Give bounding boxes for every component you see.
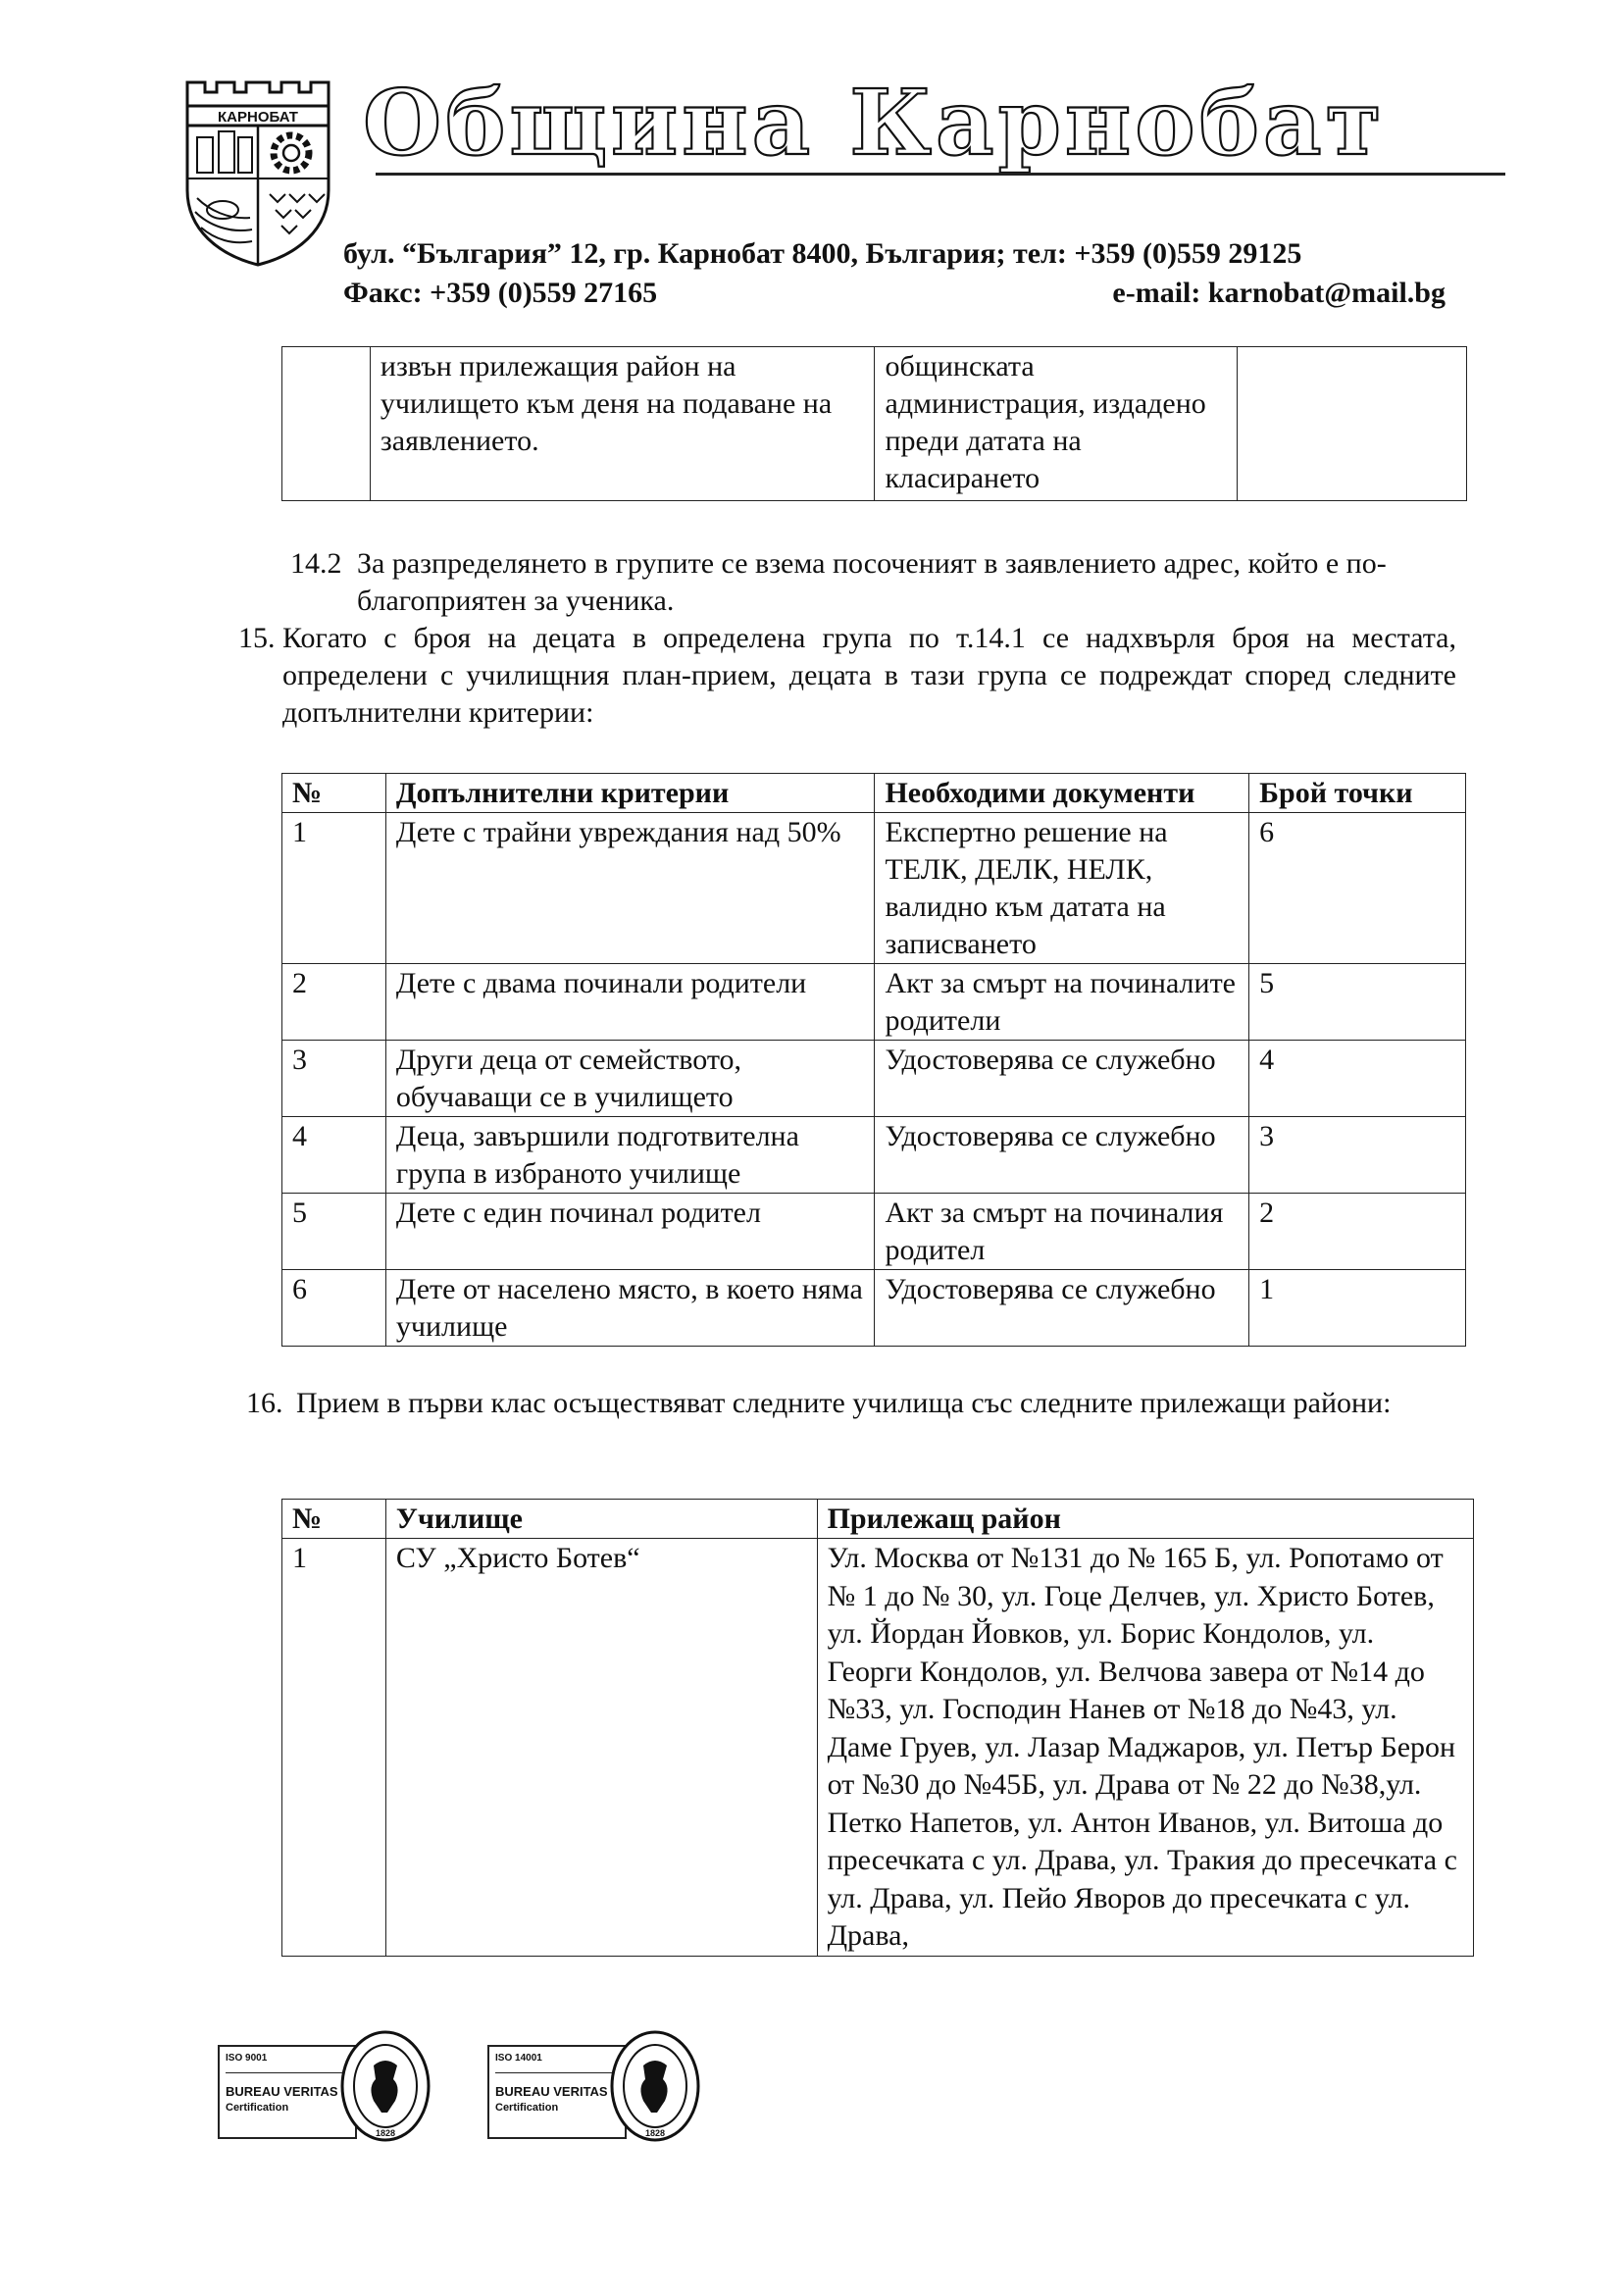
- continued-criteria-table: [281, 346, 1467, 501]
- column-header: №: [282, 1500, 386, 1539]
- email-address: e-mail: karnobat@mail.bg: [1112, 277, 1446, 309]
- paragraph-14-2: [290, 545, 1457, 620]
- cell-points: 4: [1249, 1041, 1466, 1117]
- paragraph-text: Когато с броя на децата в определена група по т.14.1 се надхвърля броя на местата, определени с училищния план-прием, децата в тази група се подреждат според следните допълнителни критерии:: [282, 622, 1456, 729]
- cell-criterion: Други деца от семейството, обучаващи се в училището: [385, 1041, 875, 1117]
- table-row: [282, 1041, 1466, 1117]
- cell-points: 1: [1249, 1270, 1466, 1347]
- paragraph-number: 15.: [238, 622, 276, 654]
- cell-documents: Акт за смърт на починалия родител: [875, 1194, 1249, 1270]
- iso-9001-badge: [218, 2045, 357, 2139]
- cell-criterion: Дете с трайни увреждания над 50%: [385, 813, 875, 964]
- cell-points: 5: [1249, 964, 1466, 1041]
- seal-year: 1828: [644, 2128, 666, 2138]
- table-row: [282, 964, 1466, 1041]
- column-header: Брой точки: [1249, 774, 1466, 813]
- cell-number: 1: [282, 1539, 386, 1957]
- cell-number: 6: [282, 1270, 386, 1347]
- column-header: Допълнителни критерии: [385, 774, 875, 813]
- bureau-veritas-seal-icon: [338, 2028, 432, 2144]
- cell-documents: Акт за смърт на починалите родители: [875, 964, 1249, 1041]
- column-header: Училище: [385, 1500, 817, 1539]
- paragraph-number: 14.2: [290, 547, 342, 580]
- municipality-title: Община Карнобат: [363, 70, 1386, 176]
- cell-school: СУ „Христо Ботев“: [385, 1539, 817, 1957]
- table-row: [282, 1270, 1466, 1347]
- cell-number: 2: [282, 964, 386, 1041]
- cell-number: 4: [282, 1117, 386, 1194]
- karnobat-coat-of-arms: [179, 73, 336, 269]
- cell-points: 2: [1249, 1194, 1466, 1270]
- iso-label: ISO 9001: [226, 2053, 268, 2064]
- table-row: [282, 1194, 1466, 1270]
- cell-criterion: Деца, завършили подготвителна група в избраното училище: [385, 1117, 875, 1194]
- fax-number: Факс: +359 (0)559 27165: [343, 277, 658, 309]
- certifier-name: BUREAU VERITAS: [495, 2084, 608, 2099]
- cell-documents: Удостоверява се служебно: [875, 1041, 1249, 1117]
- cell-points: [1238, 347, 1467, 501]
- cert-label: Certification: [495, 2102, 559, 2114]
- column-header: Прилежащ район: [817, 1500, 1473, 1539]
- cell-number: 5: [282, 1194, 386, 1270]
- cell-number: 3: [282, 1041, 386, 1117]
- cell-criterion: Дете с двама починали родители: [385, 964, 875, 1041]
- table-row: [282, 1117, 1466, 1194]
- paragraph-text: Прием в първи клас осъществяват следните училища със следните прилежащи райони:: [296, 1387, 1392, 1419]
- column-header: №: [282, 774, 386, 813]
- schools-districts-table: [281, 1499, 1474, 1957]
- cell-documents: Удостоверява се служебно: [875, 1270, 1249, 1347]
- seal-year: 1828: [375, 2128, 396, 2138]
- cell-documents: общинската администрация, издадено преди датата на класирането: [875, 347, 1238, 501]
- contact-line: [343, 277, 1446, 310]
- paragraph-number: 16.: [246, 1387, 283, 1419]
- iso-14001-badge: [487, 2045, 627, 2139]
- cell-criterion: Дете от населено място, в което няма училище: [385, 1270, 875, 1347]
- paragraph-16: [246, 1385, 1456, 1422]
- badge-divider: [495, 2072, 619, 2073]
- badge-divider: [226, 2072, 349, 2073]
- table-row: [282, 347, 1467, 501]
- cell-documents: Удостоверява се служебно: [875, 1117, 1249, 1194]
- table-row: [282, 813, 1466, 964]
- cell-documents: Експертно решение на ТЕЛК, ДЕЛК, НЕЛК, валидно към датата на записването: [875, 813, 1249, 964]
- cell-criterion: извън прилежащия район на училището към деня на подаване на заявлението.: [370, 347, 875, 501]
- column-header: Необходими документи: [875, 774, 1249, 813]
- iso-label: ISO 14001: [495, 2053, 542, 2064]
- cell-district: Ул. Москва от №131 до № 165 Б, ул. Ропотамо от № 1 до № 30, ул. Гоце Делчев, ул. Христо Ботев, ул. Йордан Йовков, ул. Борис Кондолов, ул. Георги Кондолов, ул. Велчова завера от №14 до №33, ул. Господин Нанев от №18 до №43, ул. Даме Груев, ул. Лазар Маджаров, ул. Петър Берон от №30 до №45Б, ул. Драва от № 22 до №38,ул. Петко Напетов, ул. Антон Иванов, ул. Витоша до пресечката с ул. Драва, ул. Тракия до пресечката с ул. Драва, ул. Пейо Яворов до пресечката с ул. Драва,: [817, 1539, 1473, 1957]
- bureau-veritas-seal-icon: [608, 2028, 702, 2144]
- additional-criteria-table: [281, 773, 1466, 1347]
- address-line: бул. “България” 12, гр. Карнобат 8400, България; тел: +359 (0)559 29125: [343, 237, 1302, 270]
- cert-label: Certification: [226, 2102, 289, 2114]
- table-header-row: [282, 774, 1466, 813]
- cell-number: 1: [282, 813, 386, 964]
- certifier-name: BUREAU VERITAS: [226, 2084, 338, 2099]
- table-row: [282, 1539, 1474, 1957]
- cell-points: 6: [1249, 813, 1466, 964]
- cell-number: [282, 347, 371, 501]
- header-divider: [376, 173, 1505, 176]
- cell-points: 3: [1249, 1117, 1466, 1194]
- paragraph-15: [238, 620, 1456, 732]
- cell-criterion: Дете с един починал родител: [385, 1194, 875, 1270]
- table-header-row: [282, 1500, 1474, 1539]
- paragraph-text: За разпределянето в групите се взема посоченият в заявлението адрес, който е по-благоприятен за ученика.: [357, 547, 1387, 617]
- coat-label: КАРНОБАТ: [218, 109, 298, 126]
